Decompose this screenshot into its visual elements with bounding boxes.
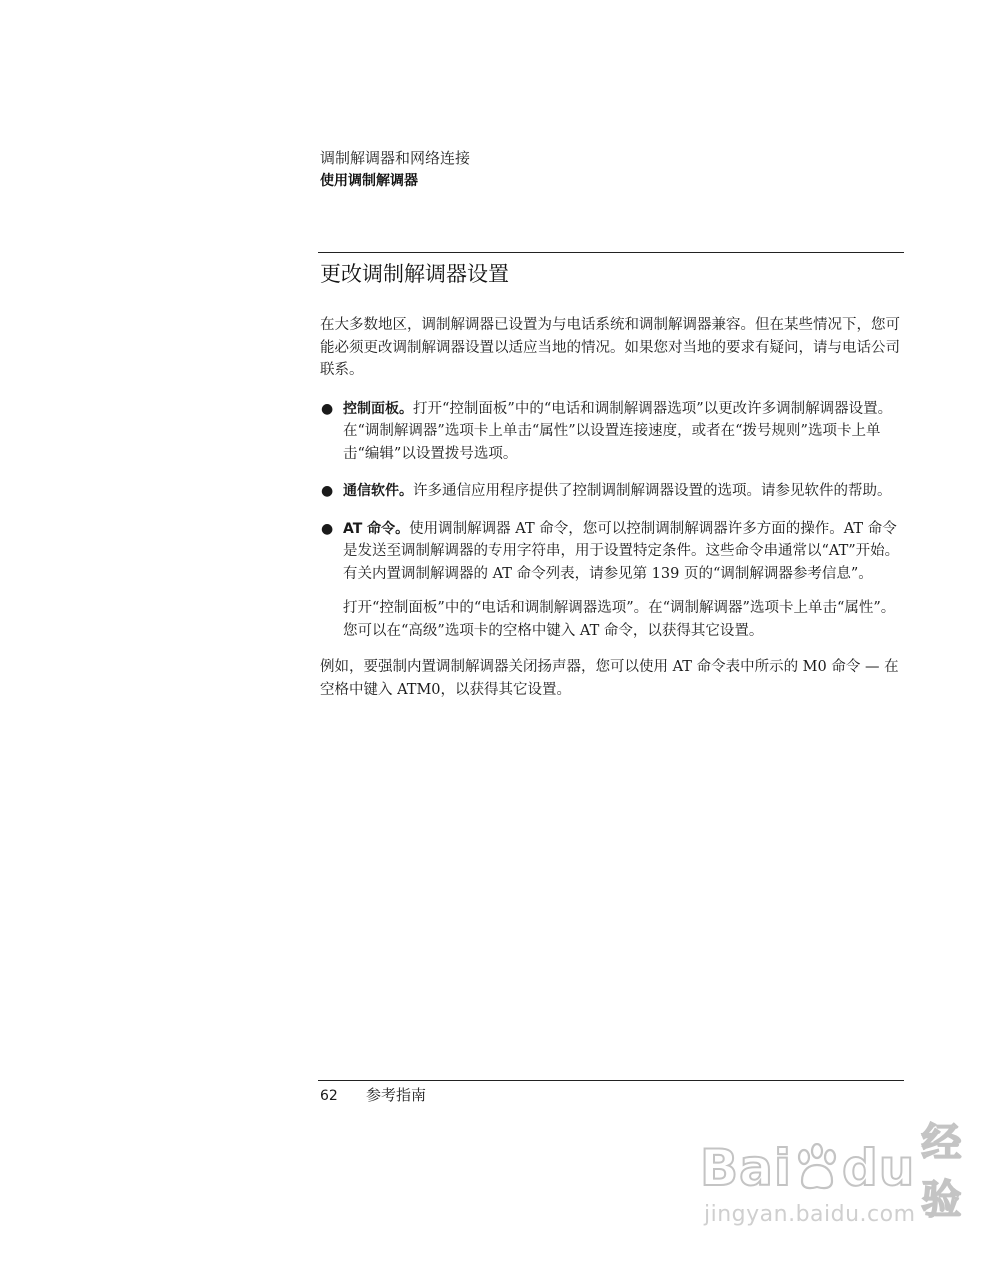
bullet-text: 使用调制解调器 AT 命令，您可以控制调制解调器许多方面的操作。AT 命令是发送至调制解调器的专用字符串，用于设置特定条件。这些命令串通常以“AT”开始。有关内置调制解调器的 AT 命令列表，请参见第 139 页的“调制解调器参考信息”。 bbox=[343, 520, 900, 582]
bullet-term: 通信软件。 bbox=[343, 483, 413, 499]
bullet-icon: ● bbox=[321, 520, 334, 537]
bullet-term: 控制面板。 bbox=[343, 400, 413, 417]
bullet-text: 许多通信应用程序提供了控制调制解调器设置的选项。请参见软件的帮助。 bbox=[413, 483, 892, 499]
main-content bbox=[320, 314, 904, 701]
list-item bbox=[320, 480, 904, 503]
watermark-url: jingyan.baidu.com bbox=[704, 1202, 916, 1227]
bullet-list bbox=[320, 398, 904, 586]
baidu-jingyan-watermark bbox=[700, 1120, 962, 1248]
watermark-brand-cn: 经验 bbox=[921, 1120, 962, 1223]
top-divider bbox=[318, 252, 904, 253]
page-title: 更改调制解调器设置 bbox=[320, 262, 509, 286]
bullet-term: AT 命令。 bbox=[343, 520, 410, 537]
closing-paragraph: 例如，要强制内置调制解调器关闭扬声器，您可以使用 AT 命令表中所示的 M0 命令 — 在空格中键入 ATM0，以获得其它设置。 bbox=[320, 659, 899, 698]
bottom-divider bbox=[318, 1080, 904, 1081]
list-item bbox=[320, 518, 904, 586]
page-footer bbox=[320, 1084, 426, 1107]
paw-icon bbox=[794, 1143, 840, 1193]
bullet-icon: ● bbox=[321, 400, 334, 417]
watermark-brand-a: Bai bbox=[700, 1139, 792, 1197]
book-title: 参考指南 bbox=[366, 1086, 427, 1104]
intro-paragraph: 在大多数地区，调制解调器已设置为与电话系统和调制解调器兼容。但在某些情况下，您可能必须更改调制解调器设置以适应当地的情况。如果您对当地的要求有疑问，请与电话公司联系。 bbox=[320, 317, 900, 378]
list-item bbox=[320, 398, 904, 466]
running-header bbox=[320, 146, 920, 192]
watermark-brand-b: du bbox=[842, 1139, 916, 1197]
bullet-icon: ● bbox=[321, 483, 334, 499]
page-number: 62 bbox=[320, 1088, 338, 1104]
chapter-title: 调制解调器和网络连接 bbox=[320, 149, 471, 167]
at-command-note: 打开“控制面板”中的“电话和调制解调器选项”。在“调制解调器”选项卡上单击“属性”。您可以在“高级”选项卡的空格中键入 AT 命令，以获得其它设置。 bbox=[343, 600, 896, 639]
section-title: 使用调制解调器 bbox=[320, 173, 418, 189]
bullet-text: 打开“控制面板”中的“电话和调制解调器选项”以更改许多调制解调器设置。在“调制解调器”选项卡上单击“属性”以设置连接速度，或者在“拨号规则”选项卡上单击“编辑”以设置拨号选项。 bbox=[343, 400, 893, 462]
